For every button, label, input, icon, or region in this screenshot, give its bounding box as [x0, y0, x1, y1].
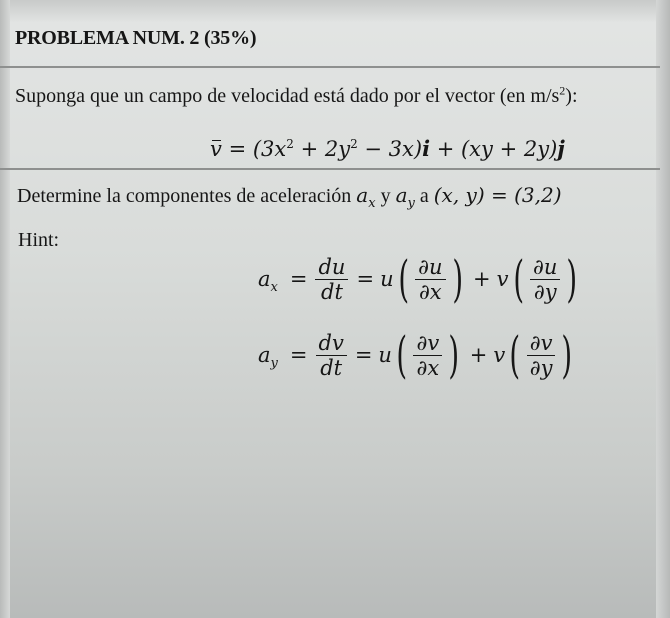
left-paren: (: [509, 326, 521, 384]
ay-partial-x-numerator: ∂v: [416, 330, 440, 355]
problem-title: PROBLEMA NUM. 2 (35%): [15, 27, 257, 49]
ax-equals-1: =: [289, 267, 308, 291]
unit-vector-j: j: [557, 136, 565, 161]
ay-equation: [258, 326, 577, 384]
problem-statement: [15, 85, 578, 108]
ax-lhs-subscript: x: [270, 280, 278, 296]
ax-partial-y-group: [509, 250, 582, 308]
statement-exponent: 2: [559, 83, 566, 98]
right-paren: ): [448, 326, 460, 384]
ax-total-derivative: [315, 255, 348, 304]
ay-partial-y-group: [505, 326, 577, 384]
ay-total-derivative-numerator: dv: [318, 330, 344, 355]
ax-partial-x-group: [394, 250, 467, 308]
evaluation-point: (x, y) = (3,2): [433, 183, 562, 207]
ay-lhs: [258, 343, 278, 372]
ax-partial-x-denominator: ∂x: [418, 279, 442, 304]
ay-partial-y: [527, 331, 556, 380]
ay-plus: +: [469, 343, 488, 367]
velocity-exp-1: 2: [286, 137, 294, 151]
velocity-equals: =: [228, 137, 247, 161]
ay-subscript: y: [407, 196, 415, 211]
ax-equation: [258, 250, 582, 308]
ax-equals-2: =: [356, 267, 375, 291]
determine-text: Determine la componentes de aceleración: [17, 185, 357, 207]
ax-partial-y-denominator: ∂y: [533, 279, 557, 304]
ay-partial-x-group: [392, 326, 464, 384]
velocity-term-2: + 2y: [293, 137, 351, 161]
ax-coefficient-u: u: [380, 267, 394, 291]
right-paren: ): [561, 326, 573, 384]
ax-partial-y-numerator: ∂u: [533, 254, 558, 279]
ax-subscript: x: [368, 196, 376, 211]
left-paren: (: [396, 326, 408, 384]
right-paren: ): [451, 250, 463, 308]
velocity-equation: [210, 136, 565, 161]
ax-partial-x: [415, 255, 445, 304]
statement-suffix: ):: [565, 85, 578, 107]
velocity-term-4: + (xy + 2y): [430, 137, 558, 161]
preposition-a: a: [414, 185, 434, 207]
ay-total-derivative: [316, 331, 347, 380]
ay-partial-y-denominator: ∂y: [529, 355, 553, 380]
right-paren: ): [566, 250, 578, 308]
velocity-symbol: v: [210, 137, 222, 161]
conjunction-y: y: [375, 185, 396, 207]
velocity-term-3: − 3x): [357, 137, 423, 161]
ax-lhs: [258, 267, 278, 296]
ax-coefficient-v: v: [496, 267, 509, 291]
ay-partial-y-numerator: ∂v: [529, 330, 553, 355]
determine-statement: [17, 183, 562, 211]
unit-vector-i: i: [422, 136, 431, 161]
left-paren: (: [512, 250, 524, 308]
ay-partial-x: [413, 331, 442, 380]
ax-total-derivative-numerator: du: [318, 254, 346, 279]
ax-lhs-symbol: a: [258, 267, 271, 291]
ax-total-derivative-denominator: dt: [321, 279, 343, 304]
ay-partial-x-denominator: ∂x: [416, 355, 440, 380]
velocity-exp-2: 2: [350, 137, 358, 151]
velocity-term-1: (3x: [252, 137, 287, 161]
ay-total-derivative-denominator: dt: [320, 355, 343, 380]
hint-label: Hint:: [18, 229, 60, 251]
divider-top: [0, 66, 660, 68]
ax-partial-x-numerator: ∂u: [418, 254, 443, 279]
ay-lhs-symbol: a: [258, 343, 271, 367]
ax-plus: +: [473, 267, 491, 291]
statement-text: Suponga que un campo de velocidad está dado por el vector (en m/s: [15, 85, 560, 107]
divider-middle: [0, 168, 660, 170]
ay-symbol: a: [395, 183, 408, 207]
ay-lhs-subscript: y: [270, 356, 278, 372]
ay-coefficient-v: v: [493, 343, 506, 367]
ax-symbol: a: [356, 183, 369, 207]
ax-partial-y: [530, 255, 560, 304]
ay-coefficient-u: u: [378, 343, 392, 367]
ay-equals-2: =: [354, 343, 373, 367]
ay-equals-1: =: [289, 343, 308, 367]
left-paren: (: [397, 250, 409, 308]
